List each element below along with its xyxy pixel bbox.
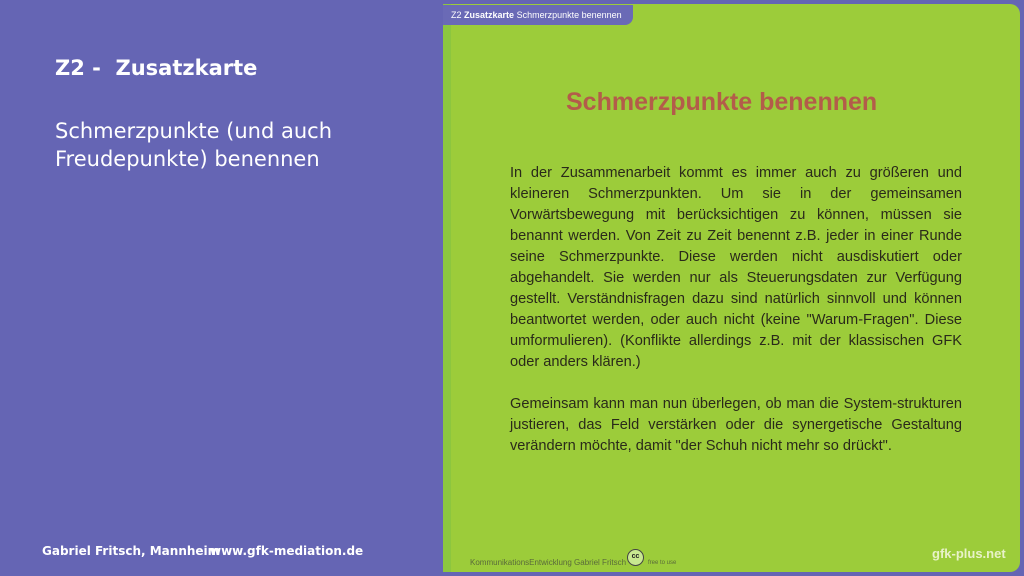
card-paragraph: In der Zusammenarbeit kommt es immer auch zu größeren und kleineren Schmerzpunkten. Um sie in der gemeinsamen Vorwärtsbewegung mit berücksichtigen zu können, müssen sie benannt werden. Von Zeit zu Zeit benennt z.B. jeder in einer Runde seine Schmerzpunkte. Diese werden nicht ausdiskutiert oder abgehandelt. Sie werden nur als Steuerungsdaten zur Verfügung gestellt. Verständnisfragen dazu sind natürlich sinnvoll und können beantwortet werden, oder auch nicht (keine "Warum-Fragen". Diese umformulieren). (Konflikte allerdings z.B. mit der klassischen GFK oder anders klären.) bbox=[510, 165, 962, 370]
slide-subtitle: Schmerzpunkte (und auch Freudepunkte) benennen bbox=[55, 119, 333, 171]
slide-title: Z2 - Zusatzkarte bbox=[55, 56, 258, 80]
card-edge bbox=[443, 4, 451, 572]
footer-author: Gabriel Fritsch, Mannheim bbox=[42, 544, 221, 558]
cc-note: free to use bbox=[648, 560, 677, 566]
creative-commons-icon: cc bbox=[627, 549, 644, 566]
card-footer-credit: KommunikationsEntwicklung Gabriel Fritsch bbox=[470, 558, 627, 567]
brand-label: gfk-plus.net bbox=[932, 546, 1006, 561]
card-heading: Schmerzpunkte benennen bbox=[566, 88, 878, 116]
card-tab bbox=[443, 5, 633, 25]
card-tab-bold: Zusatzkarte bbox=[464, 10, 515, 20]
card-tab-code: Z2 bbox=[451, 10, 462, 20]
footer-url: www.gfk-mediation.de bbox=[210, 544, 364, 558]
card-body bbox=[510, 163, 962, 457]
card-paragraph: Gemeinsam kann man nun überlegen, ob man die System-strukturen justieren, das Feld verstärken oder die synergetische Gestaltung verändern möchte, damit "der Schuh nicht mehr so drückt". bbox=[510, 396, 962, 454]
card-tab-rest: Schmerzpunkte benennen bbox=[516, 10, 622, 20]
